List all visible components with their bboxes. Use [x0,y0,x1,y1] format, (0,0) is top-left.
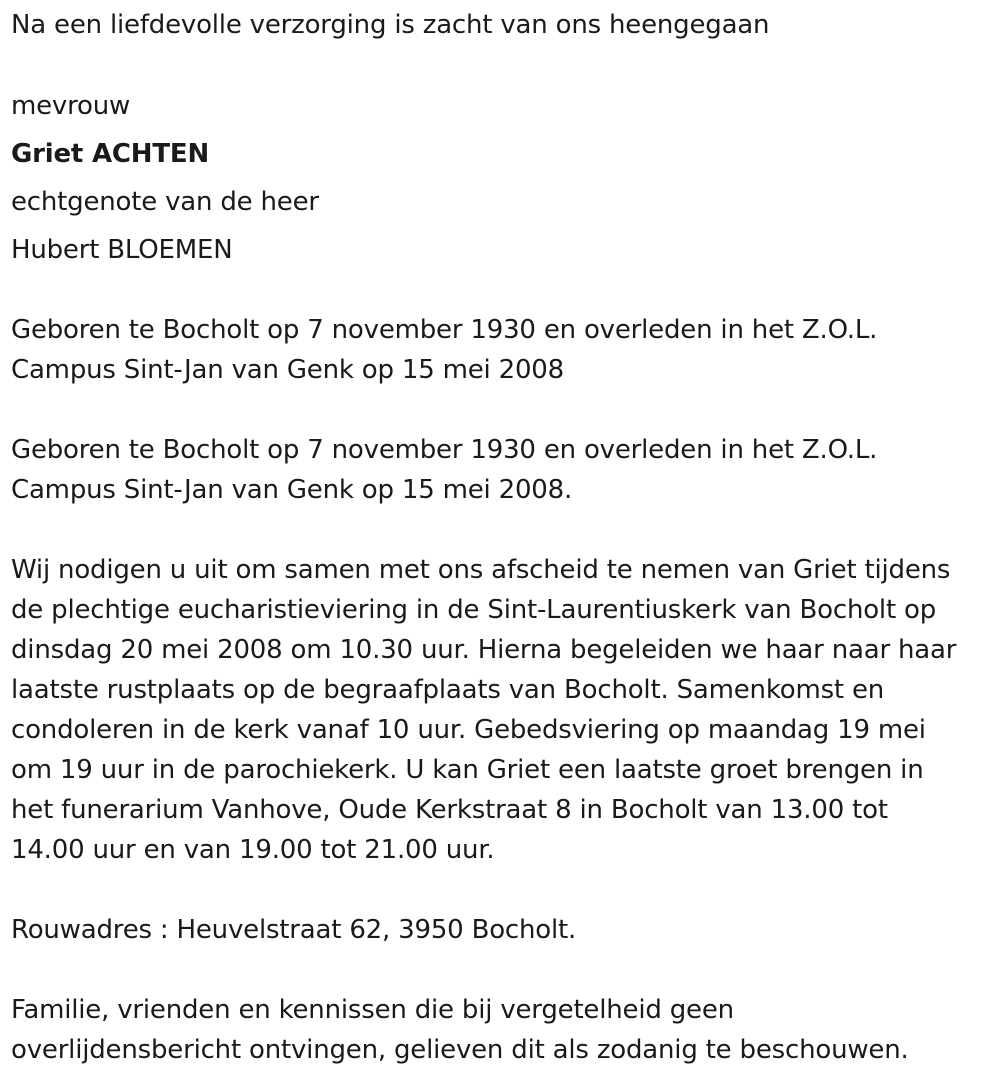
paragraph-line: dinsdag 20 mei 2008 om 10.30 uur. Hierna begeleiden we haar naar haar [11,635,957,665]
paragraph-line: Wij nodigen u uit om samen met ons afscheid te nemen van Griet tijdens [11,555,951,585]
birth-death-paragraph-1 [11,310,877,390]
mourning-address: Rouwadres : Heuvelstraat 62, 3950 Bocholt. [11,915,577,945]
paragraph-line: Geboren te Bocholt op 7 november 1930 en overleden in het Z.O.L. [11,315,878,345]
intro-text: Na een liefdevolle verzorging is zacht van ons heengegaan [11,10,770,40]
invitation-paragraph [11,550,956,870]
deceased-name: Griet ACHTEN [11,139,210,169]
family-note-paragraph [11,990,909,1070]
paragraph-line: laatste rustplaats op de begraafplaats van Bocholt. Samenkomst en [11,675,885,705]
paragraph-line: Campus Sint-Jan van Genk op 15 mei 2008. [11,475,573,505]
paragraph-line: 14.00 uur en van 19.00 tot 21.00 uur. [11,835,495,865]
paragraph-line: het funerarium Vanhove, Oude Kerkstraat 8 in Bocholt van 13.00 tot [11,795,888,825]
birth-death-paragraph-2 [11,430,877,510]
paragraph-line: Familie, vrienden en kennissen die bij vergetelheid geen [11,995,734,1025]
paragraph-line: Campus Sint-Jan van Genk op 15 mei 2008 [11,355,564,385]
spouse-name: Hubert BLOEMEN [11,235,233,265]
paragraph-line: de plechtige eucharistieviering in de Sint-Laurentiuskerk van Bocholt op [11,595,937,625]
paragraph-line: Geboren te Bocholt op 7 november 1930 en overleden in het Z.O.L. [11,435,878,465]
paragraph-line: om 19 uur in de parochiekerk. U kan Griet een laatste groet brengen in [11,755,924,785]
honorific: mevrouw [11,91,131,121]
paragraph-line: condoleren in de kerk vanaf 10 uur. Gebedsviering op maandag 19 mei [11,715,926,745]
paragraph-line: overlijdensbericht ontvingen, gelieven dit als zodanig te beschouwen. [11,1035,909,1065]
spouse-label: echtgenote van de heer [11,187,319,217]
